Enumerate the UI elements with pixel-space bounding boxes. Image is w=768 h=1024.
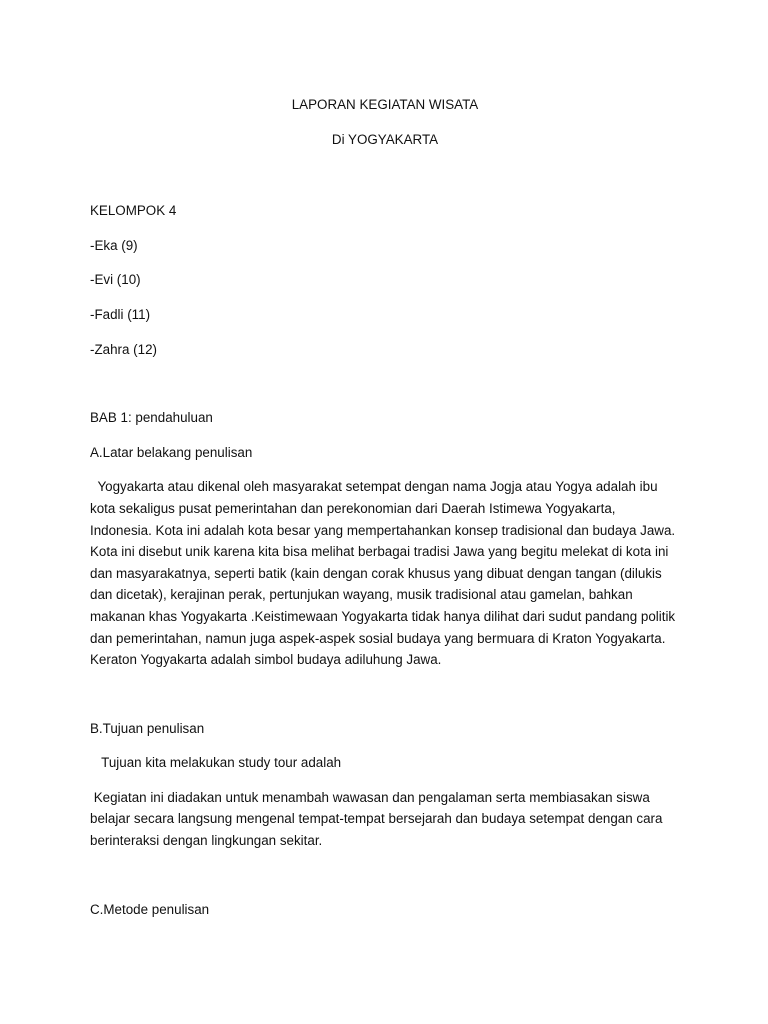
document-subtitle: Di YOGYAKARTA <box>331 131 439 147</box>
group-member: -Evi (10) <box>90 272 141 288</box>
section-a-paragraph: Yogyakarta atau dikenal oleh masyarakat setempat dengan nama Jogja atau Yogya adalah ibu kota sekaligus pusat pemerintahan dan perekonomian dari Daerah Istimewa Yogyakarta, Indonesia. Kota ini adalah kota besar yang mempertahankan konsep tradisional dan budaya Jawa. Kota ini disebut unik karena kita bisa melihat berbagai tradisi Jawa yang begitu melekat di kota ini dan masyarakatnya, seperti batik (kain dengan corak khusus yang dibuat dengan tangan (dilukis dan dicetak), kerajinan perak, pertunjukan wayang, musik tradisional atau gamelan, bahkan makanan khas Yogyakarta .Keistimewaan Yogyakarta tidak hanya dilihat dari sudut pandang politik dan pemerintahan, namun juga aspek-aspek sosial budaya yang bermuara di Kraton Yogyakarta. Keraton Yogyakarta adalah simbol budaya adiluhung Jawa. <box>90 479 679 668</box>
section-b-intro: Tujuan kita melakukan study tour adalah <box>90 755 342 771</box>
chapter-heading: BAB 1: pendahuluan <box>90 410 213 426</box>
group-member: -Eka (9) <box>90 237 138 253</box>
section-c-heading: C.Metode penulisan <box>90 901 210 917</box>
group-member: -Zahra (12) <box>90 341 157 357</box>
section-a-heading: A.Latar belakang penulisan <box>90 444 253 460</box>
document-content <box>90 94 680 920</box>
section-b-paragraph: Kegiatan ini diadakan untuk menambah wawasan dan pengalaman serta membiasakan siswa belajar secara langsung mengenal tempat-tempat bersejarah dan budaya setempat dengan cara berinteraksi dengan lingkungan sekitar. <box>90 789 667 849</box>
section-b-heading: B.Tujuan penulisan <box>90 720 205 736</box>
group-heading: KELOMPOK 4 <box>90 203 177 219</box>
document-title: LAPORAN KEGIATAN WISATA <box>291 97 479 112</box>
group-member: -Fadli (11) <box>90 306 151 322</box>
